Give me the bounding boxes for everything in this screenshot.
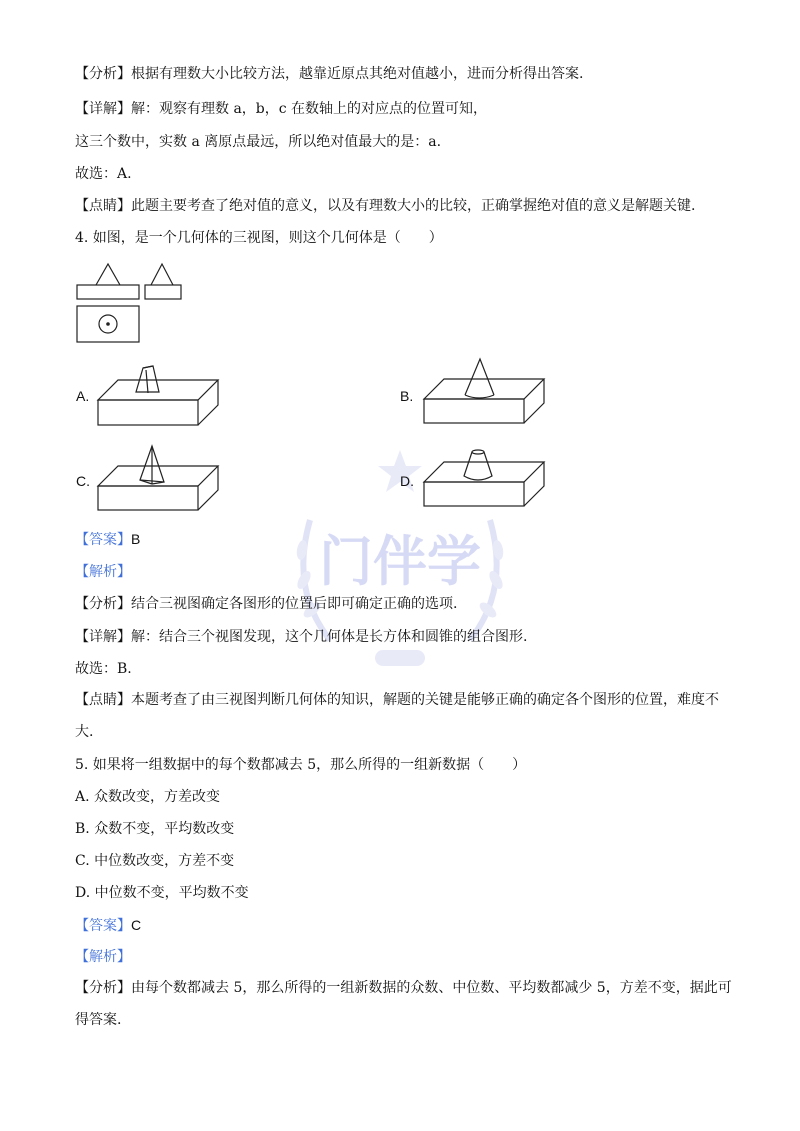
q4-answer-line	[75, 529, 140, 550]
option-d-label: D.	[400, 473, 414, 489]
q5-analysis-heading: 【解析】	[75, 949, 131, 965]
q5-option-c: C. 中位数改变，方差不变	[75, 853, 235, 869]
option-a-label: A.	[76, 388, 90, 404]
detail-line-2: 这三个数中，实数 a 离原点最远，所以绝对值最大的是：a.	[75, 134, 442, 150]
choice-line: 故选：A.	[75, 166, 132, 182]
front-view-rect	[77, 285, 139, 299]
question-5-stem: 5. 如果将一组数据中的每个数都减去 5，那么所得的一组新数据（ ）	[75, 757, 527, 773]
option-b-label: B.	[400, 388, 414, 404]
side-view-triangle	[151, 264, 173, 285]
three-view-figure	[76, 260, 186, 345]
q4-analysis-heading: 【解析】	[75, 564, 131, 580]
analysis-text: 根据有理数大小比较方法，越靠近原点其绝对值越小，进而分析得出答案.	[131, 66, 584, 82]
top-view-dot	[106, 322, 110, 326]
q4-remark-line	[75, 690, 719, 710]
q4-fenxi-text: 结合三视图确定各图形的位置后即可确定正确的选项.	[131, 596, 458, 612]
option-b-figure	[422, 357, 547, 427]
q4-answer-tag: 【答案】	[75, 532, 131, 548]
q4-choice-line: 故选：B.	[75, 661, 132, 677]
option-c-figure	[96, 444, 221, 514]
q5-option-a: A. 众数改变，方差改变	[75, 789, 221, 805]
question-4-stem: 4. 如图，是一个几何体的三视图，则这个几何体是（ ）	[75, 230, 443, 246]
q4-remark-tag: 【点睛】	[75, 692, 131, 708]
front-view-triangle	[96, 264, 120, 285]
q5-option-d: D. 中位数不变，平均数不变	[75, 885, 249, 901]
q4-fenxi-line	[75, 594, 457, 614]
side-view-rect	[145, 285, 181, 299]
option-d-figure	[422, 448, 547, 510]
q5-fenxi-line	[75, 978, 732, 998]
q5-answer-tag: 【答案】	[75, 918, 131, 934]
analysis-tag: 【分析】	[75, 66, 131, 82]
option-a-figure	[96, 362, 221, 428]
remark-tag: 【点睛】	[75, 198, 131, 214]
q4-detail-tag: 【详解】	[75, 629, 131, 645]
q4-answer-value: B	[131, 531, 141, 547]
detail-text: 解：观察有理数 a，b，c 在数轴上的对应点的位置可知，	[131, 101, 488, 117]
detail-tag: 【详解】	[75, 101, 131, 117]
q5-fenxi-line-2: 得答案.	[75, 1012, 122, 1028]
q4-detail-text: 解：结合三个视图发现，这个几何体是长方体和圆锥的组合图形.	[131, 629, 528, 645]
q5-fenxi-text: 由每个数都减去 5，那么所得的一组新数据的众数、中位数、平均数都减少 5，方差不变，据此可	[131, 980, 732, 996]
q4-detail-line	[75, 627, 527, 647]
watermark-text: 门伴学	[319, 530, 481, 593]
detail-line	[75, 99, 487, 119]
q5-answer-line	[75, 915, 141, 936]
q4-remark-text: 本题考查了由三视图判断几何体的知识，解题的关键是能够正确的确定各个图形的位置，难度不	[131, 692, 719, 708]
q5-option-b: B. 众数不变，平均数改变	[75, 821, 235, 837]
analysis-line	[75, 64, 583, 84]
q5-answer-value: C	[131, 917, 142, 933]
option-c-label: C.	[76, 473, 90, 489]
q5-fenxi-tag: 【分析】	[75, 980, 131, 996]
q4-remark-line-2: 大.	[75, 724, 94, 740]
q4-fenxi-tag: 【分析】	[75, 596, 131, 612]
remark-line	[75, 196, 695, 216]
remark-text: 此题主要考查了绝对值的意义，以及有理数大小的比较，正确掌握绝对值的意义是解题关键.	[131, 198, 696, 214]
